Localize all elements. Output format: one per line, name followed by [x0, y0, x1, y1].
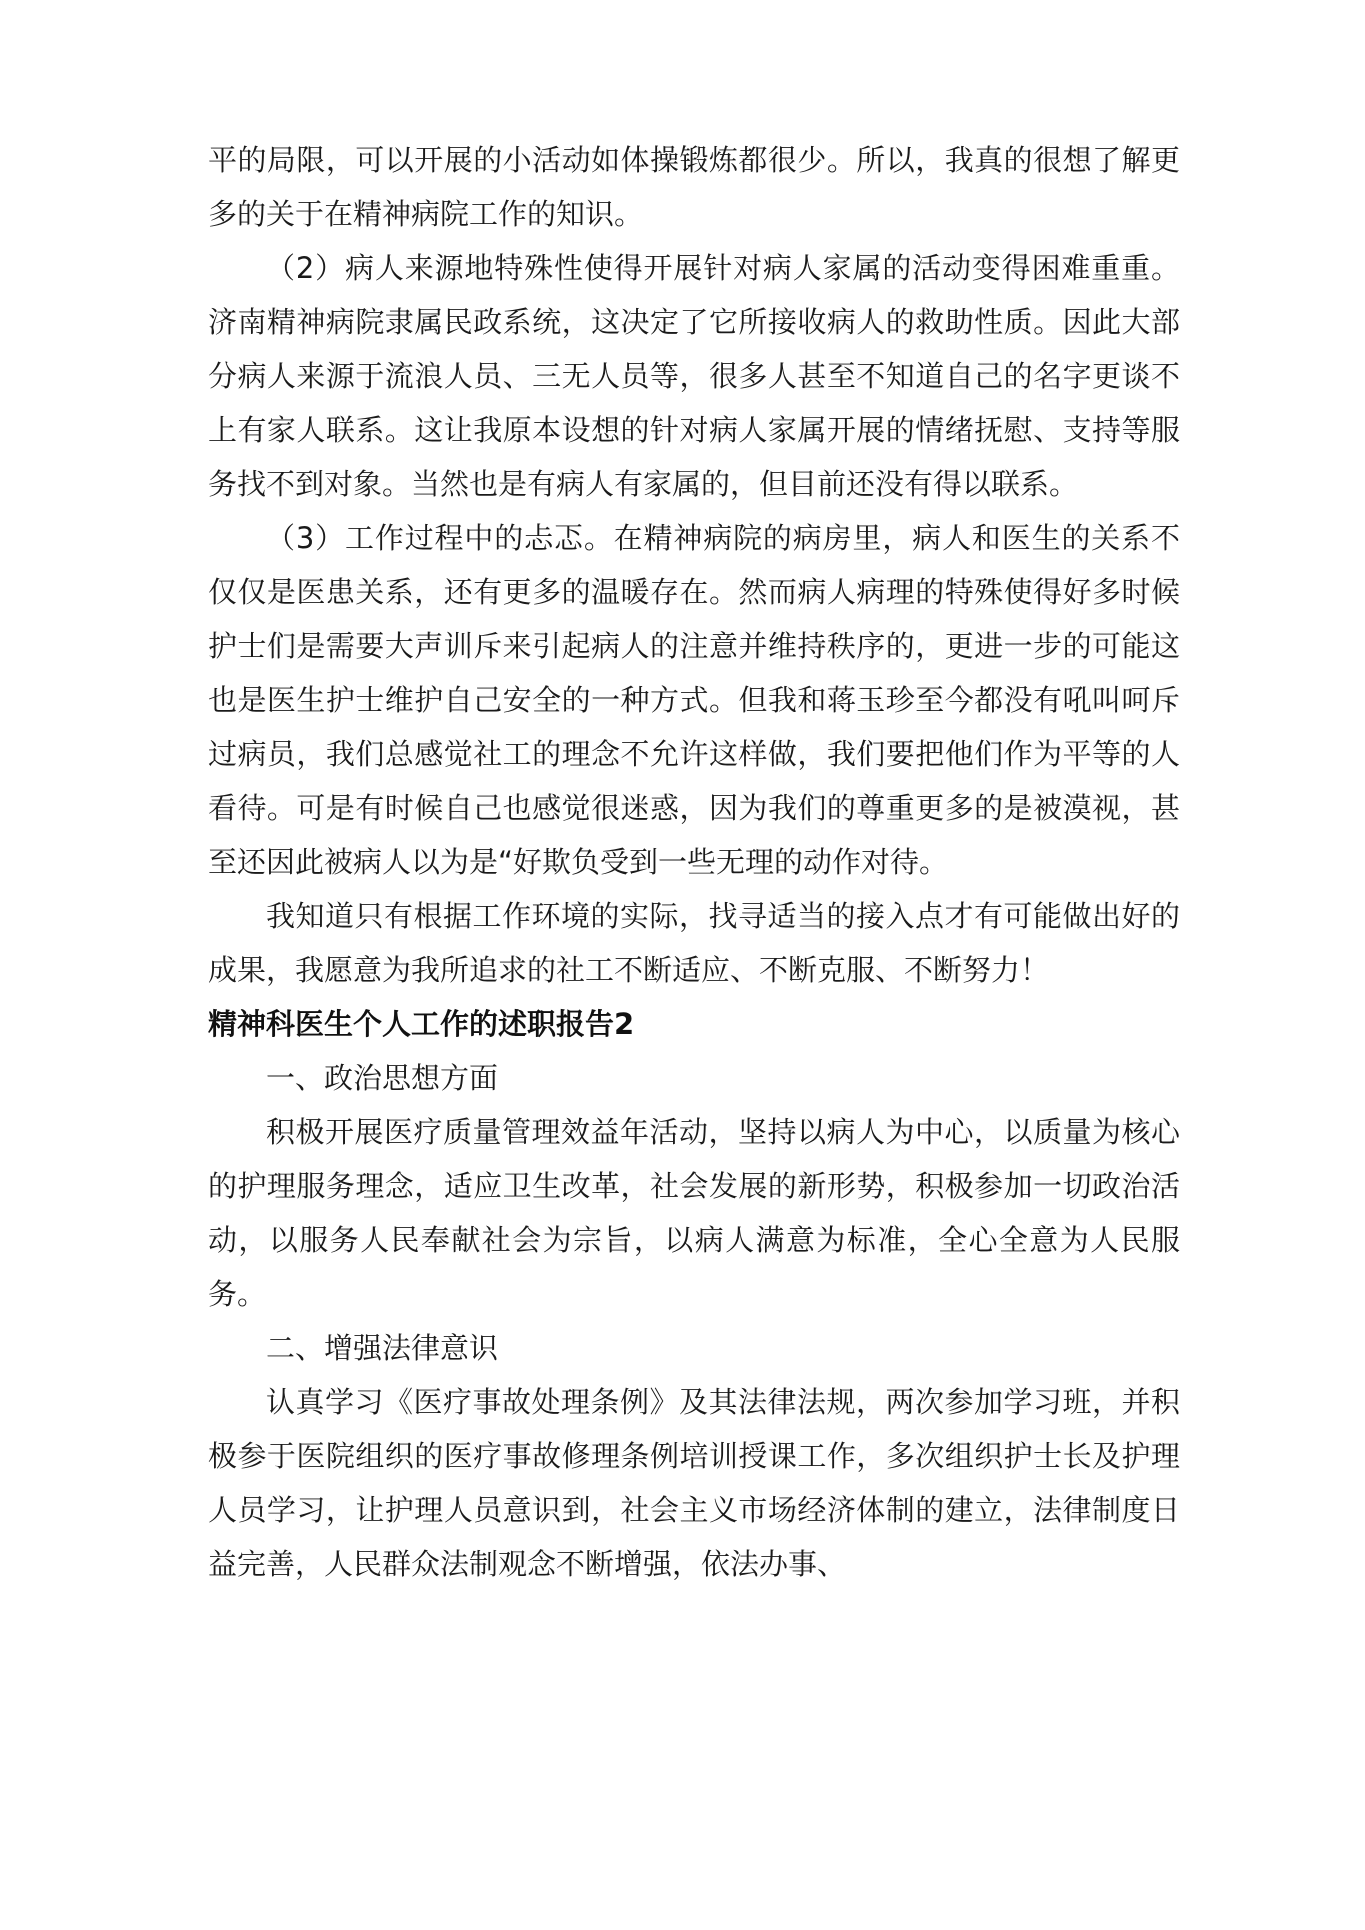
paragraph-1: 平的局限，可以开展的小活动如体操锻炼都很少。所以，我真的很想了解更多的关于在精神病院工作的知识。 [208, 143, 1180, 231]
document-body [208, 133, 1180, 1591]
section-2-title: 二、增强法律意识 [266, 1331, 499, 1365]
section-1-title: 一、政治思想方面 [266, 1061, 499, 1095]
paragraph-3: （3）工作过程中的忐忑。在精神病院的病房里，病人和医生的关系不仅仅是医患关系，还有更多的温暖存在。然而病人病理的特殊使得好多时候护士们是需要大声训斥来引起病人的注意并维持秩序的，更进一步的可能这也是医生护士维护自己安全的一种方式。但我和蒋玉珍至今都没有吼叫呵斥过病员，我们总感觉社工的理念不允许这样做，我们要把他们作为平等的人看待。可是有时候自己也感觉很迷惑，因为我们的尊重更多的是被漠视，甚至还因此被病人以为是“好欺负受到一些无理的动作对待。 [208, 521, 1180, 879]
paragraph-4: 我知道只有根据工作环境的实际，找寻适当的接入点才有可能做出好的成果，我愿意为我所追求的社工不断适应、不断克服、不断努力！ [208, 899, 1180, 987]
section-1-body: 积极开展医疗质量管理效益年活动，坚持以病人为中心，以质量为核心的护理服务理念，适应卫生改革，社会发展的新形势，积极参加一切政治活动，以服务人民奉献社会为宗旨，以病人满意为标准，全心全意为人民服务。 [208, 1115, 1180, 1311]
report-heading: 精神科医生个人工作的述职报告2 [208, 1007, 635, 1041]
section-2-body: 认真学习《医疗事故处理条例》及其法律法规，两次参加学习班，并积极参于医院组织的医疗事故修理条例培训授课工作，多次组织护士长及护理人员学习，让护理人员意识到，社会主义市场经济体制的建立，法律制度日益完善，人民群众法制观念不断增强，依法办事、 [208, 1385, 1180, 1581]
paragraph-2: （2）病人来源地特殊性使得开展针对病人家属的活动变得困难重重。济南精神病院隶属民政系统，这决定了它所接收病人的救助性质。因此大部分病人来源于流浪人员、三无人员等，很多人甚至不知道自己的名字更谈不上有家人联系。这让我原本设想的针对病人家属开展的情绪抚慰、支持等服务找不到对象。当然也是有病人有家属的，但目前还没有得以联系。 [208, 251, 1180, 501]
